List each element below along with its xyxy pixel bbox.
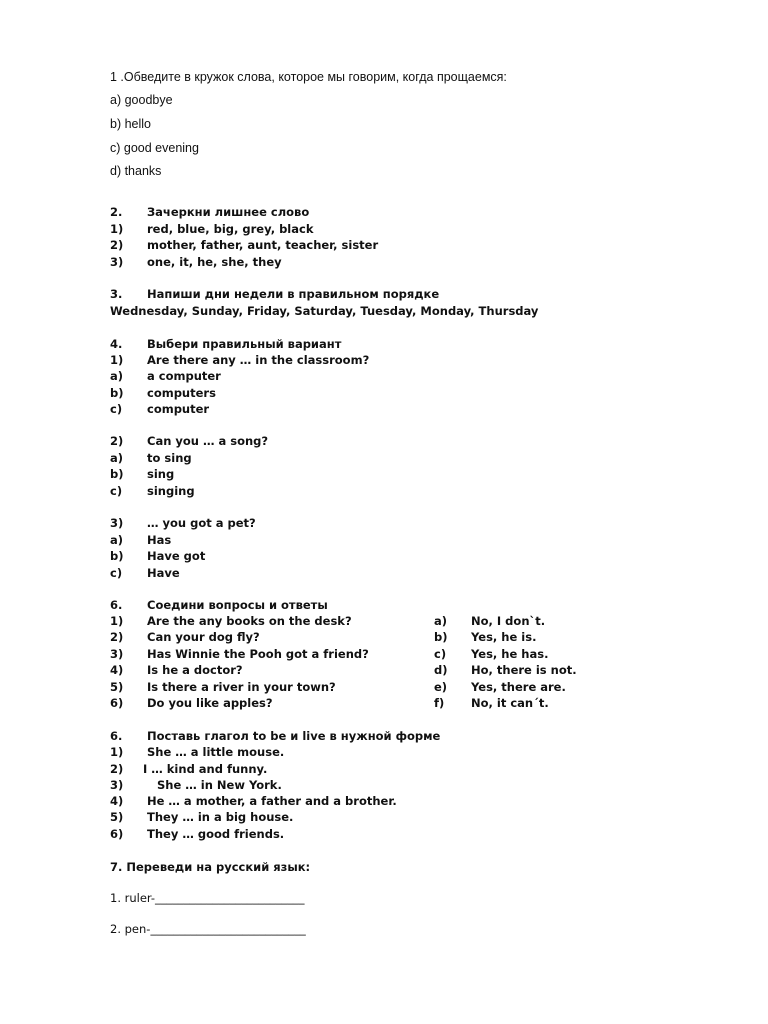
q6b-title: Поставь глагол to be и live в нужной форме xyxy=(147,729,441,743)
item-number: 3) xyxy=(110,255,124,269)
question-text: Do you like apples? xyxy=(147,696,273,710)
item-text: red, blue, big, grey, black xyxy=(147,222,314,236)
option-letter: a) xyxy=(110,451,124,465)
answer-text: Yes, there are. xyxy=(471,680,566,694)
answer-text: No, I don`t. xyxy=(471,614,546,628)
option-text: to sing xyxy=(147,451,192,465)
answer-letter: f) xyxy=(434,696,445,710)
item-number: 1) xyxy=(110,745,124,759)
item-text: I … kind and funny. xyxy=(143,762,268,776)
q1-option-c: c) good evening xyxy=(110,141,199,155)
q6a-title: Соедини вопросы и ответы xyxy=(147,598,328,612)
item-text: They … in a big house. xyxy=(147,810,294,824)
option-text: singing xyxy=(147,484,195,498)
question-text: Are the any books on the desk? xyxy=(147,614,352,628)
question-text: Is he a doctor? xyxy=(147,663,243,677)
option-letter: b) xyxy=(110,549,124,563)
q4-title: Выбери правильный вариант xyxy=(147,337,342,351)
item-text: He … a mother, a father and a brother. xyxy=(147,794,397,808)
option-text: a computer xyxy=(147,369,221,383)
question-text: Can your dog fly? xyxy=(147,630,260,644)
answer-letter: a) xyxy=(434,614,448,628)
item-number: 1) xyxy=(110,222,124,236)
option-letter: a) xyxy=(110,369,124,383)
item-number: 2) xyxy=(110,238,124,252)
q1-option-d: d) thanks xyxy=(110,164,162,178)
q6a-number: 6. xyxy=(110,598,123,612)
option-text: sing xyxy=(147,467,175,481)
item-number: 3) xyxy=(110,778,124,792)
question-text: Has Winnie the Pooh got a friend? xyxy=(147,647,369,661)
option-text: Have got xyxy=(147,549,206,563)
item-number: 2) xyxy=(110,434,124,448)
option-letter: a) xyxy=(110,533,124,547)
question-number: 6) xyxy=(110,696,124,710)
option-text: computer xyxy=(147,402,210,416)
option-letter: b) xyxy=(110,386,124,400)
question-number: 2) xyxy=(110,630,124,644)
answer-text: Yes, he has. xyxy=(471,647,549,661)
q6b-number: 6. xyxy=(110,729,123,743)
item-text: Are there any … in the classroom? xyxy=(147,353,370,367)
item-number: 6) xyxy=(110,827,124,841)
question-number: 1) xyxy=(110,614,124,628)
answer-text: Yes, he is. xyxy=(471,630,537,644)
option-text: computers xyxy=(147,386,216,400)
item-number: 1) xyxy=(110,353,124,367)
question-number: 3) xyxy=(110,647,124,661)
item-text: They … good friends. xyxy=(147,827,285,841)
q7-item-ruler: 1. ruler-__________________________ xyxy=(110,891,305,905)
q1-option-b: b) hello xyxy=(110,117,151,131)
option-letter: c) xyxy=(110,484,123,498)
q3-number: 3. xyxy=(110,287,123,301)
option-letter: c) xyxy=(110,402,123,416)
q4-number: 4. xyxy=(110,337,123,351)
item-number: 5) xyxy=(110,810,124,824)
item-text: mother, father, aunt, teacher, sister xyxy=(147,238,379,252)
q2-number: 2. xyxy=(110,205,123,219)
question-number: 5) xyxy=(110,680,124,694)
question-number: 4) xyxy=(110,663,124,677)
item-number: 4) xyxy=(110,794,124,808)
item-number: 3) xyxy=(110,516,124,530)
answer-letter: d) xyxy=(434,663,448,677)
item-text: She … a little mouse. xyxy=(147,745,285,759)
item-text: Can you … a song? xyxy=(147,434,269,448)
question-text: Is there a river in your town? xyxy=(147,680,336,694)
q1-option-a: a) goodbye xyxy=(110,93,173,107)
q7-title: 7. Переведи на русский язык: xyxy=(110,860,311,874)
option-letter: c) xyxy=(110,566,123,580)
answer-text: No, it can´t. xyxy=(471,696,549,710)
answer-text: Ho, there is not. xyxy=(471,663,577,677)
option-letter: b) xyxy=(110,467,124,481)
answer-letter: c) xyxy=(434,647,447,661)
item-text: She … in New York. xyxy=(157,778,282,792)
item-text: one, it, he, she, they xyxy=(147,255,282,269)
q3-days-line: Wednesday, Sunday, Friday, Saturday, Tuesday, Monday, Thursday xyxy=(110,304,539,318)
option-text: Have xyxy=(147,566,180,580)
answer-letter: e) xyxy=(434,680,448,694)
item-text: … you got a pet? xyxy=(147,516,256,530)
option-text: Has xyxy=(147,533,172,547)
q7-item-pen: 2. pen-___________________________ xyxy=(110,922,306,936)
q3-title: Напиши дни недели в правильном порядке xyxy=(147,287,440,301)
q2-title: Зачеркни лишнее слово xyxy=(147,205,310,219)
item-number: 2) xyxy=(110,762,124,776)
q1-title: 1 .Обведите в кружок слова, которое мы говорим, когда прощаемся: xyxy=(110,70,507,84)
answer-letter: b) xyxy=(434,630,448,644)
